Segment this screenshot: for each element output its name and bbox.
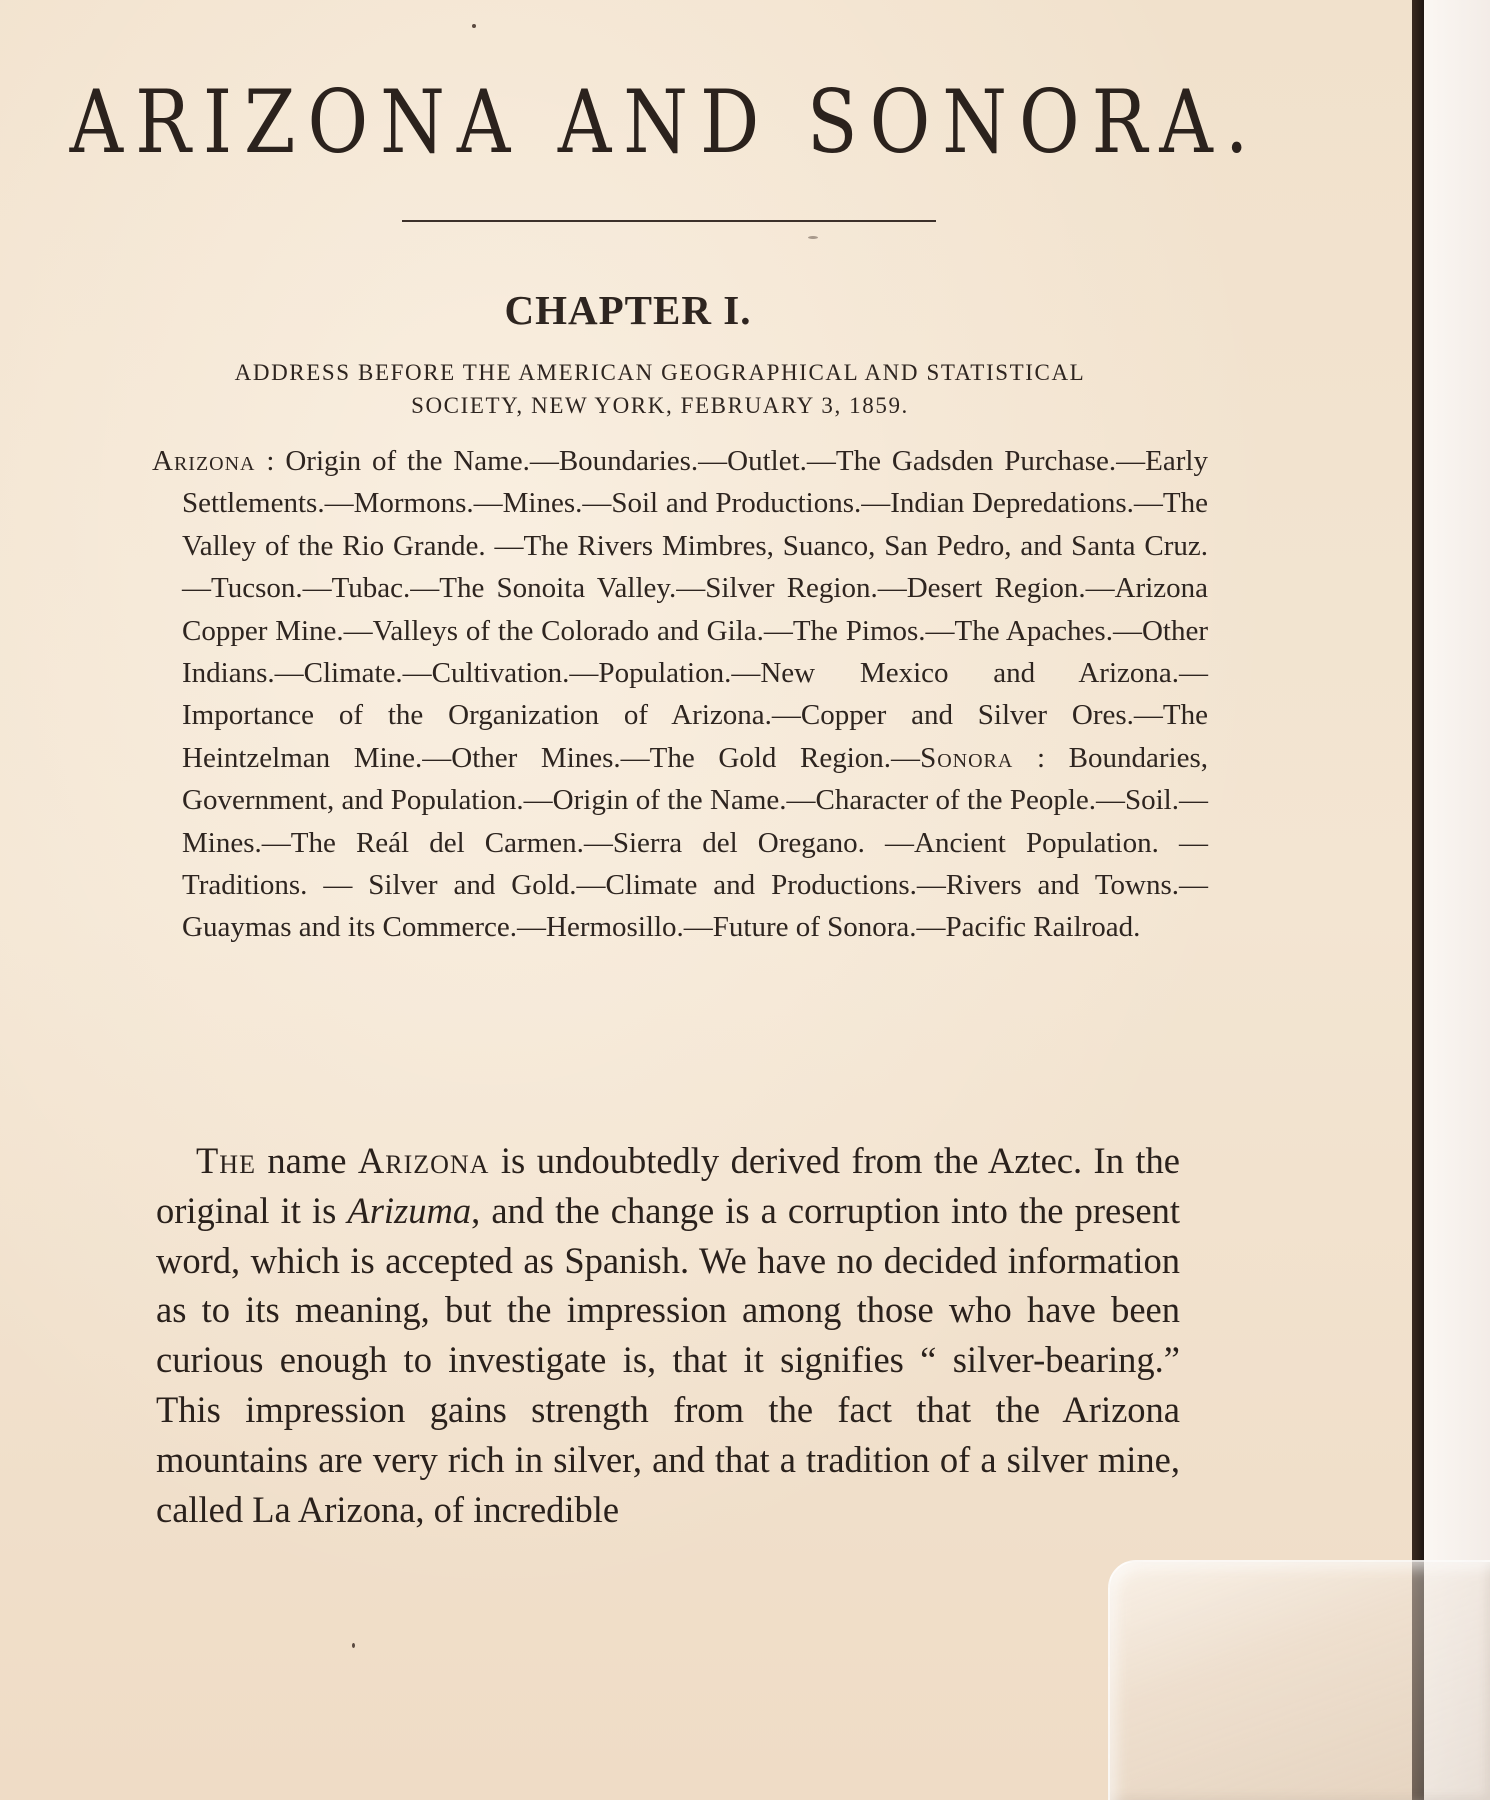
synopsis-sonora-topics: Boundaries, Government, and Population.—Origin of the Name.—Character of the People.—Soil.—Mines.—The Reál del Carmen.—Sierra del Oregano. —Ancient Population. —Traditions. — Silver and Gold.—Climate and Productions.—Rivers and Towns.—Guaymas and its Commerce.—Hermosillo.—Future of Sonora.—Pacific Railroad. <box>182 741 1208 944</box>
synopsis-arizona-label: Arizona <box>152 445 256 477</box>
synopsis-arizona-colon: : <box>255 445 275 477</box>
paper-speck <box>472 24 476 28</box>
paper-speck <box>352 1643 355 1648</box>
chapter-address <box>140 356 1180 422</box>
body-segment-2: is undoubtedly derived from the Aztec. In the original it is <box>156 1140 1180 1231</box>
body-paragraph <box>156 1136 1180 1534</box>
address-line-2: SOCIETY, NEW YORK, FEBRUARY 3, 1859. <box>411 393 909 418</box>
paper-speck <box>808 236 818 239</box>
body-aztec-word: Arizuma <box>347 1189 472 1231</box>
title-rule <box>402 220 936 222</box>
body-segment-1: name <box>255 1140 358 1181</box>
body-lead-word: The <box>196 1140 256 1181</box>
synopsis-sonora-colon: : <box>1013 741 1046 774</box>
synopsis-arizona-topics: Origin of the Name.—Boundaries.—Outlet.—The Gadsden Purchase.—Early Settlements.—Mormons.—Mines.—Soil and Productions.—Indian Depredations.—The Valley of the Rio Grande. —The Rivers Mimbres, Suanco, San Pedro, and Santa Cruz.—Tucson.—Tubac.—The Sonoita Valley.—Silver Region.—Desert Region.—Arizona Copper Mine.—Valleys of the Colorado and Gila.—The Pimos.—The Apaches.—Other Indians.—Climate.—Cultivation.—Population.—New Mexico and Arizona.—Importance of the Organization of Arizona.—Copper and Silver Ores.—The Heintzelman Mine.—Other Mines.—The Gold Region.— <box>182 445 1208 774</box>
book-spine-edge <box>1412 0 1424 1800</box>
body-segment-3: , and the change is a corruption into the present word, which is accepted as Spanish. We have no decided information as to its meaning, but the impression among those who have been curious enough to investigate is, that it signifies “ silver-bearing.” This impression gains strength from the fact that the Arizona mountains are very rich in silver, and that a tradition of a silver mine, called La Arizona, of incredible <box>156 1189 1180 1530</box>
book-cover-board <box>1424 0 1490 1800</box>
body-arizona-name: Arizona <box>357 1140 490 1181</box>
book-title: ARIZONA AND SONORA. <box>69 72 1261 174</box>
glass-page-weight <box>1108 1560 1490 1800</box>
chapter-heading: CHAPTER I. <box>504 287 752 333</box>
synopsis-sonora-label: Sonora <box>920 741 1014 774</box>
address-line-1: ADDRESS BEFORE THE AMERICAN GEOGRAPHICAL AND STATISTICAL <box>234 360 1086 385</box>
chapter-synopsis <box>152 440 1208 949</box>
